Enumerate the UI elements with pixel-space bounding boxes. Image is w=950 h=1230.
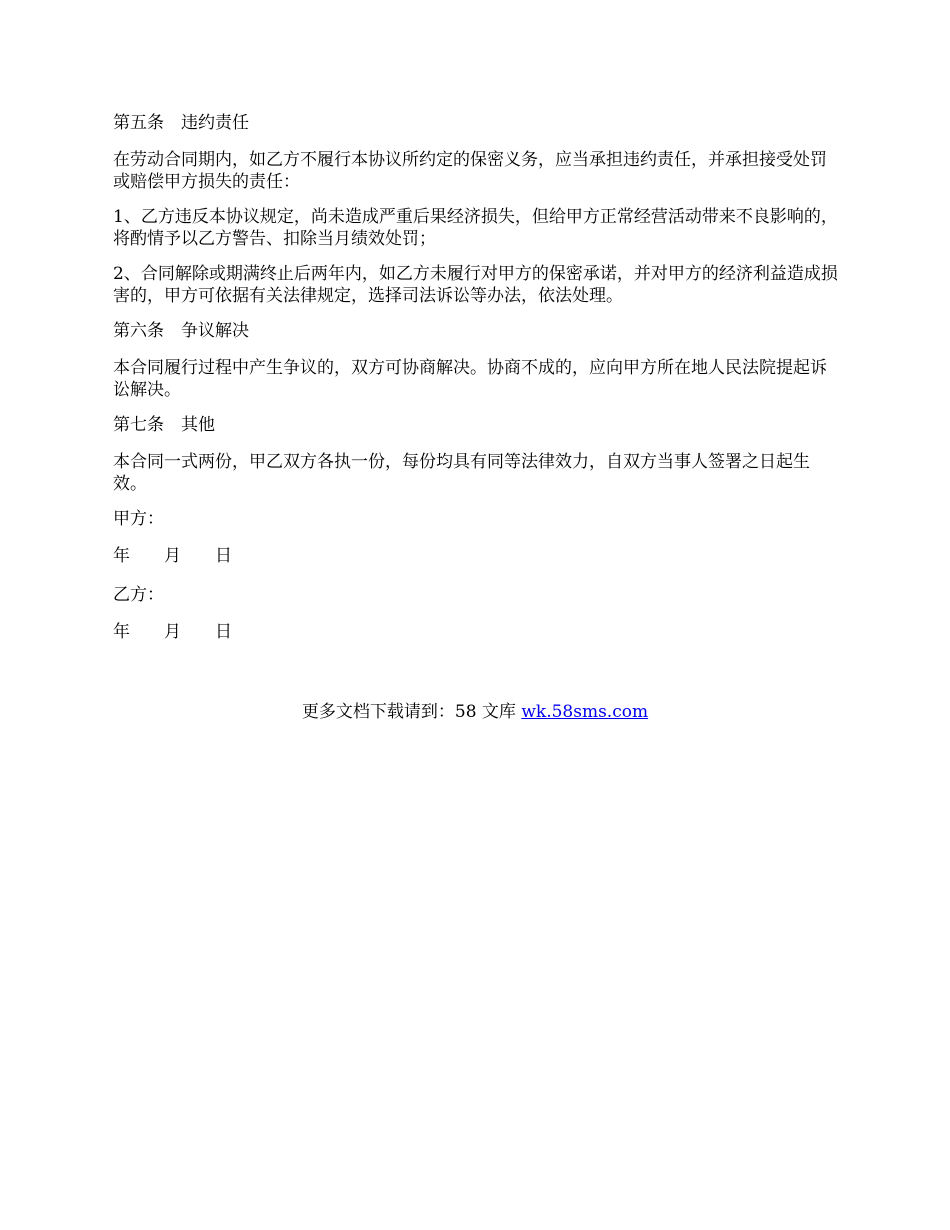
- party-a-label: 甲方：: [113, 509, 164, 529]
- section-6-heading: 第六条 争议解决: [113, 321, 249, 341]
- section-5-paragraph-1: 在劳动合同期内，如乙方不履行本协议所约定的保密义务，应当承担违约责任，并承担接受处罚或赔偿甲方损失的责任：: [113, 150, 827, 192]
- party-b-date: 年 月 日: [113, 622, 232, 642]
- section-7-paragraph-1: 本合同一式两份，甲乙双方各执一份，每份均具有同等法律效力，自双方当事人签署之日起生效。: [113, 452, 810, 494]
- document-body: [113, 112, 843, 656]
- section-7-heading: 第七条 其他: [113, 415, 215, 435]
- party-a-date: 年 月 日: [113, 546, 232, 566]
- footer-link[interactable]: wk.58sms.com: [521, 702, 649, 722]
- footer-text: 更多文档下载请到：58 文库: [301, 702, 522, 722]
- download-footer: [0, 701, 950, 723]
- section-5-paragraph-2: 1、乙方违反本协议规定，尚未造成严重后果经济损失，但给甲方正常经营活动带来不良影响的，将酌情予以乙方警告、扣除当月绩效处罚；: [113, 207, 838, 249]
- section-5-heading: 第五条 违约责任: [113, 113, 249, 133]
- section-6-paragraph-1: 本合同履行过程中产生争议的，双方可协商解决。协商不成的，应向甲方所在地人民法院提起诉讼解决。: [113, 358, 827, 400]
- section-5-paragraph-3: 2、合同解除或期满终止后两年内，如乙方未履行对甲方的保密承诺，并对甲方的经济利益造成损害的，甲方可依据有关法律规定，选择司法诉讼等办法，依法处理。: [113, 264, 838, 306]
- party-b-label: 乙方：: [113, 585, 164, 605]
